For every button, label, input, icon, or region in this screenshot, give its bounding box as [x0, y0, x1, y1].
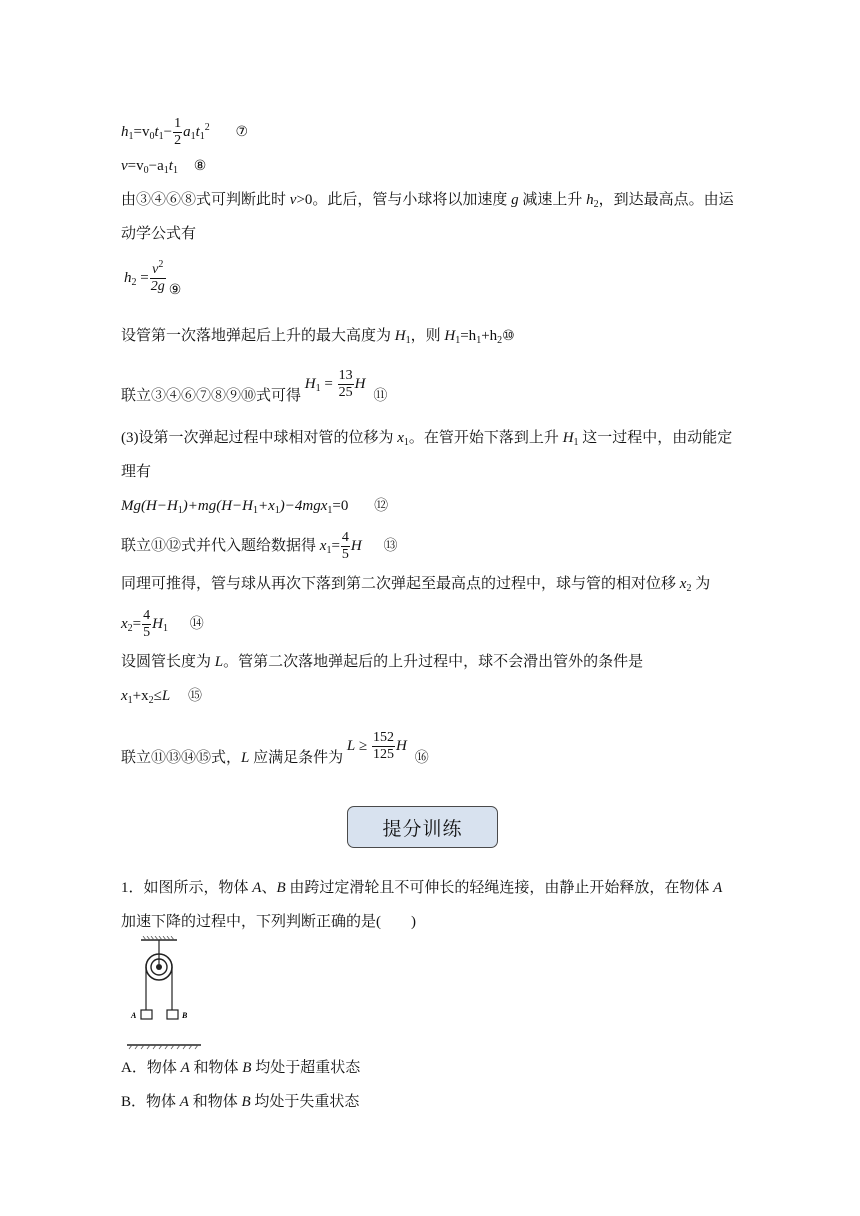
- eq9-h: h: [124, 269, 132, 286]
- block-b: [167, 1010, 178, 1019]
- eq12-part1: Mg(H−H: [121, 498, 178, 514]
- eq7-t1b-sub: 1: [199, 130, 205, 142]
- eq12-label: ⑫: [374, 498, 389, 514]
- eq14-label: ⑭: [189, 615, 204, 632]
- section-title-badge: [347, 806, 498, 848]
- para2-text-3: =h: [460, 328, 477, 344]
- eq11-H-tail: H: [354, 375, 366, 392]
- paragraph-1-line-1: [121, 190, 734, 210]
- eq8-minus: −a: [148, 158, 164, 174]
- q1-A2: A: [713, 880, 723, 896]
- eq7-t1-sub: 1: [158, 130, 164, 142]
- eq11-eq: =: [320, 375, 337, 392]
- eq8-t: t: [168, 158, 173, 174]
- para1-text-2: >0。此后，管与小球将以加速度: [296, 192, 512, 208]
- para5-text-1: 设圆管长度为: [121, 654, 215, 670]
- eq8-a-sub: 1: [163, 165, 169, 176]
- optA-A: A: [180, 1060, 190, 1076]
- q1-text-2: 由跨过定滑轮且不可伸长的轻绳连接，由静止开始释放，在物体: [285, 880, 714, 896]
- eq7-frac-num: 1: [174, 116, 182, 131]
- optA-text-1: A．物体: [121, 1060, 181, 1076]
- eq12-part2: )+mg(H−H: [182, 498, 254, 514]
- eq13-x: x: [319, 537, 327, 554]
- block-a-label: A: [131, 1011, 137, 1020]
- option-b[interactable]: [121, 1092, 359, 1112]
- eq13-den: 5: [341, 547, 349, 562]
- para3-x: x: [397, 430, 404, 446]
- eq7-t1b: t: [195, 123, 200, 140]
- para3-text-3: 这一过程中，由动能定: [578, 430, 733, 446]
- pulley-figure: [127, 936, 207, 1051]
- question-1-line-1: [121, 878, 722, 898]
- para2-text-2: ，则: [410, 328, 445, 344]
- optB-B: B: [241, 1094, 251, 1110]
- para2-label: ⑩: [502, 328, 515, 344]
- block-b-label: B: [182, 1011, 188, 1020]
- eq7-t1: t: [154, 123, 159, 140]
- para1-text-1: 由③④⑥⑧式可判断此时: [121, 192, 290, 208]
- eq15-label: ⑮: [187, 688, 202, 704]
- paragraph-5: [121, 652, 643, 672]
- paragraph-2: [121, 326, 515, 346]
- equation-15: [121, 686, 202, 706]
- para3-text-1: (3)设第一次弹起过程中球相对管的位移为: [121, 430, 398, 446]
- optB-text-2: 和物体: [188, 1094, 242, 1110]
- equation-14: [121, 608, 204, 641]
- para1-v: v: [289, 192, 297, 208]
- eq11-den: 25: [338, 385, 353, 400]
- q1-text-1: 1．如图所示，物体: [121, 880, 253, 896]
- question-1-line-2: 加速下降的过程中，下列判断正确的是( ): [121, 914, 416, 930]
- block-a: [141, 1010, 152, 1019]
- eq9-h-sub: 2: [131, 276, 137, 288]
- eq15-plus: +x: [132, 688, 149, 704]
- eq12-part3: +x: [258, 498, 275, 514]
- eq9-label: ⑨: [168, 281, 182, 298]
- para1-h: h: [586, 192, 594, 208]
- eq16-L: L: [241, 749, 250, 766]
- eq14-den: 5: [143, 625, 151, 640]
- paragraph-3-line-2: 理有: [121, 464, 152, 480]
- para2-H: H: [394, 328, 406, 344]
- section-title: 提分训练: [382, 817, 463, 840]
- eq9-num: v: [152, 262, 159, 277]
- q1-B: B: [276, 880, 286, 896]
- eq11-label: ⑪: [373, 387, 388, 404]
- eq9-eq: =: [136, 269, 149, 286]
- eq11-text: 联立③④⑥⑦⑧⑨⑩式可得: [121, 387, 305, 404]
- eq11-num: 13: [338, 368, 353, 383]
- optB-A: A: [179, 1094, 189, 1110]
- eq7-h-sub: 1: [128, 130, 134, 142]
- eq12-sub2: 1: [253, 505, 259, 516]
- eq15-sub2: 2: [148, 695, 154, 706]
- eq13-label: ⑬: [383, 537, 398, 554]
- equation-16: [121, 730, 429, 766]
- eq13-fraction: [341, 530, 350, 563]
- optB-text-1: B．物体: [121, 1094, 180, 1110]
- para3-text-2: 。在管开始下落到上升: [408, 430, 563, 446]
- eq14-fraction: [142, 608, 151, 641]
- eq12-sub3: 1: [274, 505, 280, 516]
- eq14-eq: =: [132, 615, 142, 632]
- para2-h1-sub: 1: [476, 335, 482, 346]
- optA-B: B: [242, 1060, 252, 1076]
- eq11-H-sub: 1: [315, 382, 321, 394]
- eq9-num-exp: 2: [158, 259, 164, 270]
- equation-11: [121, 368, 388, 404]
- eq13-H: H: [350, 537, 362, 554]
- option-a[interactable]: [121, 1058, 360, 1078]
- eq16-num: 152: [372, 730, 394, 745]
- eq14-x: x: [121, 615, 128, 632]
- eq8-v0-sub: 0: [143, 165, 149, 176]
- para2-H2-sub: 1: [455, 335, 461, 346]
- eq16-den: 125: [372, 747, 394, 762]
- eq14-num: 4: [143, 608, 151, 623]
- eq7-fraction: [173, 116, 182, 149]
- eq15-x1: x: [121, 688, 128, 704]
- eq7-frac-den: 2: [174, 133, 182, 148]
- eq12-sub4: 1: [327, 505, 333, 516]
- para5-L: L: [214, 654, 224, 670]
- equation-12: [121, 496, 388, 516]
- para1-text-4: ，到达最高点。由运: [598, 192, 734, 208]
- eq14-H-sub: 1: [162, 622, 168, 634]
- eq16-H: H: [395, 737, 407, 754]
- eq14-x-sub: 2: [127, 622, 133, 634]
- eq7-minus: −: [163, 123, 173, 140]
- paragraph-4: [121, 574, 710, 594]
- eq16-label: ⑯: [414, 749, 429, 766]
- equation-8: [121, 156, 206, 176]
- optA-text-3: 均处于超重状态: [251, 1060, 361, 1076]
- eq13-text: 联立⑪⑫式并代入题给数据得: [121, 537, 320, 554]
- eq15-le: ≤: [153, 688, 162, 704]
- para5-text-2: 。管第二次落地弹起后的上升过程中，球不会滑出管外的条件是: [223, 654, 644, 670]
- equation-9: [124, 259, 182, 298]
- para2-H-sub: 1: [405, 335, 411, 346]
- equation-13: [121, 530, 398, 563]
- eq16-L2: L: [346, 737, 356, 754]
- eq9-fraction: [150, 259, 166, 295]
- para1-h-sub: 2: [593, 199, 599, 210]
- eq12-part5: =0: [332, 498, 349, 514]
- eq13-num: 4: [341, 530, 349, 545]
- eq7-v0-sub: 0: [149, 130, 155, 142]
- eq7-v0: =v: [133, 123, 150, 140]
- paragraph-1-line-2: 动学公式有: [121, 226, 197, 242]
- eq13-x-sub: 1: [326, 544, 332, 556]
- para3-H: H: [562, 430, 574, 446]
- eq16-text: 联立⑪⑬⑭⑮式，: [121, 749, 242, 766]
- optA-text-2: 和物体: [189, 1060, 243, 1076]
- eq12-part4: )−4mgx: [279, 498, 328, 514]
- para3-x-sub: 1: [403, 437, 409, 448]
- eq8-t-sub: 1: [172, 165, 178, 176]
- eq7-a1-sub: 1: [190, 130, 196, 142]
- eq9-den: 2g: [150, 279, 165, 294]
- eq7-a1: a: [183, 123, 191, 140]
- paragraph-3-line-1: [121, 428, 732, 448]
- eq16-text2: 应满足条件为: [249, 749, 347, 766]
- eq8-eq: =v: [127, 158, 144, 174]
- para1-g: g: [511, 192, 519, 208]
- optB-text-3: 均处于失重状态: [250, 1094, 360, 1110]
- q1-sep: 、: [261, 880, 277, 896]
- eq15-L: L: [161, 688, 171, 704]
- para4-x-sub: 2: [686, 583, 692, 594]
- para2-text-4: +h: [481, 328, 498, 344]
- eq14-H: H: [152, 615, 163, 632]
- eq13-eq: =: [331, 537, 340, 554]
- eq12-sub1: 1: [177, 505, 183, 516]
- para2-H2: H: [444, 328, 456, 344]
- para4-x: x: [679, 576, 687, 592]
- para1-text-3: 减速上升: [518, 192, 587, 208]
- q1-A: A: [252, 880, 262, 896]
- eq7-exp: 2: [204, 121, 210, 133]
- eq8-v: v: [121, 158, 128, 174]
- para4-text-1: 同理可推得，管与球从再次下落到第二次弹起至最高点的过程中，球与管的相对位移: [121, 576, 680, 592]
- para3-H-sub: 1: [573, 437, 579, 448]
- eq16-ge: ≥: [355, 737, 371, 754]
- eq11-fraction: [338, 368, 354, 401]
- eq8-label: ⑧: [193, 158, 207, 174]
- eq16-fraction: [372, 730, 395, 763]
- para2-text-1: 设管第一次落地弹起后上升的最大高度为: [121, 328, 395, 344]
- equation-7: [121, 116, 248, 149]
- eq11-H: H: [304, 375, 316, 392]
- eq15-sub1: 1: [127, 695, 133, 706]
- eq7-h: h: [121, 123, 129, 140]
- para2-h2-sub: 2: [497, 335, 503, 346]
- para4-text-2: 为: [691, 576, 711, 592]
- eq7-label: ⑦: [235, 123, 249, 140]
